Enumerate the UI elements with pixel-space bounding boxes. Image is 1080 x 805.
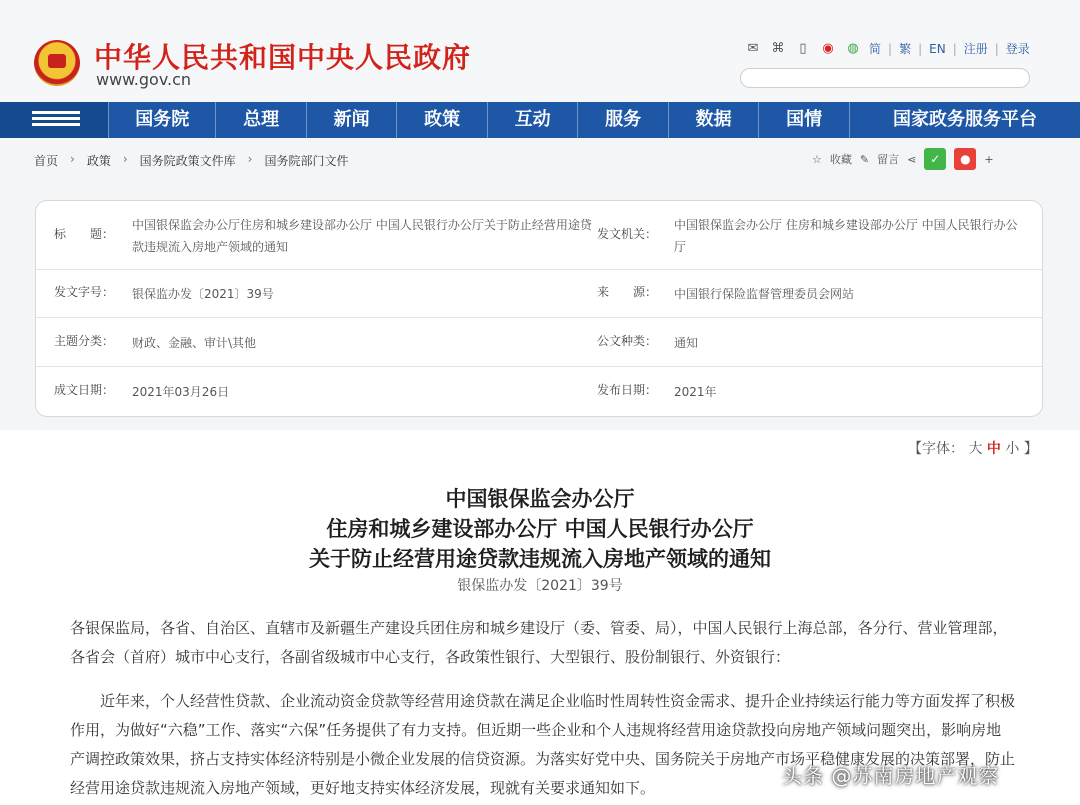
- site-title[interactable]: 中华人民共和国中央人民政府: [94, 41, 472, 74]
- document-title-line2: 住房和城乡建设部办公厅 中国人民银行办公厅: [326, 516, 754, 541]
- nav-item-service[interactable]: 服务: [577, 102, 668, 138]
- mobile-icon[interactable]: ▯: [799, 41, 807, 56]
- weibo-share-icon[interactable]: ●: [954, 148, 976, 170]
- info-row: [36, 270, 1042, 318]
- font-size-controls: [908, 438, 1038, 458]
- font-size-medium[interactable]: 中: [986, 441, 1001, 457]
- breadcrumb-department-docs[interactable]: 国务院部门文件: [264, 154, 349, 168]
- document-title-line3: 关于防止经营用途贷款违规流入房地产领域的通知: [309, 546, 771, 571]
- topic-value: 财政、金融、审计\其他: [132, 336, 257, 350]
- info-row: [36, 367, 1042, 415]
- breadcrumb-policy-library[interactable]: 国务院政策文件库: [139, 154, 236, 168]
- main-nav: [0, 102, 1080, 138]
- toutiao-watermark: 头条 @苏南房地产观察: [782, 764, 1000, 788]
- font-size-small[interactable]: 小: [1005, 441, 1020, 457]
- type-label: 公文种类：: [597, 334, 658, 348]
- national-emblem-icon: [34, 40, 80, 86]
- date-value: 2021年03月26日: [132, 385, 230, 399]
- issuer-label: 发文机关：: [597, 227, 658, 241]
- issuer-value: 中国银保监会办公厅 住房和城乡建设部办公厅 中国人民银行办公厅: [674, 218, 1018, 254]
- docno-value: 银保监办发〔2021〕39号: [132, 287, 274, 301]
- breadcrumb-policy[interactable]: 政策: [86, 154, 111, 168]
- info-row: [36, 318, 1042, 367]
- title-value: 中国银保监会办公厅住房和城乡建设部办公厅 中国人民银行办公厅关于防止经营用途贷款违规流入房地产领域的通知: [132, 218, 592, 254]
- wechat-share-icon[interactable]: ✓: [924, 148, 946, 170]
- nav-item-policy[interactable]: 政策: [396, 102, 487, 138]
- publish-label: 发布日期：: [597, 383, 658, 397]
- font-size-bracket: 】: [1023, 441, 1038, 457]
- search-input[interactable]: [740, 68, 1030, 88]
- site-url[interactable]: www.gov.cn: [96, 70, 192, 89]
- header-tools: ✉ ⌘ ▯ ◉ ◍ 简 | 繁 | EN | 注册 | 登录: [744, 40, 1030, 57]
- rss-icon[interactable]: ⌘: [771, 41, 785, 56]
- topic-label: 主题分类：: [54, 334, 115, 348]
- register-link[interactable]: 注册: [963, 42, 988, 56]
- comment-icon[interactable]: ✎: [859, 152, 870, 166]
- lang-traditional[interactable]: 繁: [899, 42, 912, 56]
- date-label: 成文日期：: [54, 383, 115, 397]
- title-label: 标 题：: [54, 227, 115, 241]
- document-title-line1: 中国银保监会办公厅: [445, 486, 635, 511]
- document-info-table: [35, 200, 1043, 417]
- body-paragraph: 近年来，个人经营性贷款、企业流动资金贷款等经营用途贷款在满足企业临时性周转性资金需求、提升企业持续运行能力等方面发挥了积极作用，为做好“六稳”工作、落实“六保”任务提供了有力支持。但近期一些企业和个人违规将经营用途贷款投向房地产领域问题突出，影响房地产调控政策效果，挤占支持实体经济特别是小微企业发展的信贷资源。为落实好党中央、国务院关于房地产市场平稳健康发展的决策部署，防止经营用途贷款违规流入房地产领域，更好地支持实体经济发展，现就有关要求通知如下。: [70, 692, 1016, 797]
- document-number: 银保监办发〔2021〕39号: [457, 578, 623, 594]
- favorite-label[interactable]: 收藏: [829, 153, 852, 166]
- font-size-large[interactable]: 大: [968, 441, 983, 457]
- login-link[interactable]: 登录: [1005, 42, 1030, 56]
- type-value: 通知: [674, 336, 699, 350]
- source-value: 中国银行保险监督管理委员会网站: [674, 287, 855, 301]
- share-icon[interactable]: ⋖: [907, 152, 917, 166]
- lang-english[interactable]: EN: [929, 41, 946, 56]
- weibo-icon[interactable]: ◉: [822, 41, 834, 56]
- nav-item-premier[interactable]: 总理: [215, 102, 306, 138]
- mail-icon[interactable]: ✉: [747, 41, 759, 56]
- breadcrumb: 首页 › 政策 › 国务院政策文件库 › 国务院部门文件: [34, 152, 349, 168]
- breadcrumb-home[interactable]: 首页: [34, 154, 59, 168]
- nav-item-service-platform[interactable]: 国家政务服务平台: [849, 102, 1080, 138]
- home-building-icon[interactable]: [0, 102, 108, 138]
- wechat-icon[interactable]: ◍: [847, 41, 859, 56]
- addressee-paragraph: 各银保监局，各省、自治区、直辖市及新疆生产建设兵团住房和城乡建设厅（委、管委、局），中国人民银行上海总部，各分行、营业管理部，各省会（首府）城市中心支行，各副省级城市中心支行，各政策性银行、大型银行、股份制银行、外资银行：: [70, 619, 1008, 666]
- comment-label[interactable]: 留言: [877, 153, 900, 166]
- favorite-icon[interactable]: ☆: [812, 152, 822, 166]
- publish-value: 2021年: [674, 385, 717, 399]
- source-label: 来 源：: [597, 285, 658, 299]
- share-bar: [812, 148, 994, 170]
- nav-item-news[interactable]: 新闻: [306, 102, 397, 138]
- more-share-icon[interactable]: +: [984, 152, 994, 166]
- info-row: [36, 201, 1042, 270]
- nav-item-state-council[interactable]: 国务院: [108, 102, 215, 138]
- nav-item-national-info[interactable]: 国情: [758, 102, 849, 138]
- site-header: [0, 0, 1080, 102]
- docno-label: 发文字号：: [54, 285, 115, 299]
- nav-item-data[interactable]: 数据: [668, 102, 759, 138]
- nav-item-interaction[interactable]: 互动: [487, 102, 578, 138]
- lang-simplified[interactable]: 简: [869, 42, 882, 56]
- font-size-label: 【字体：: [908, 441, 964, 457]
